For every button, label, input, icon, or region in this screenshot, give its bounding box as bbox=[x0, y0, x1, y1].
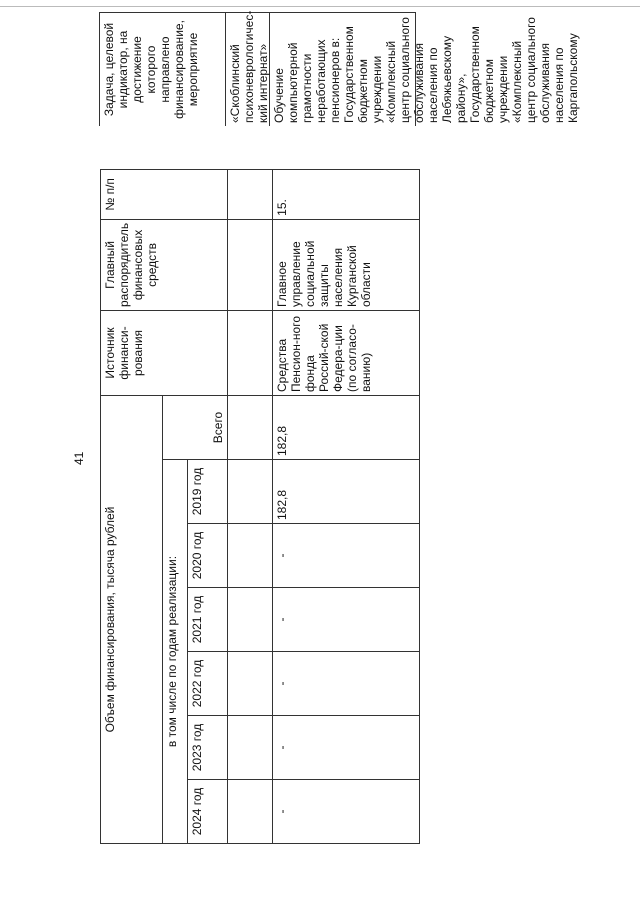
header-year-2023: 2023 год bbox=[188, 716, 228, 780]
cell-year-2019 bbox=[228, 460, 273, 524]
cell-year-2023 bbox=[228, 716, 273, 780]
cell-manager bbox=[228, 219, 273, 310]
cell-year-2024: - bbox=[273, 780, 420, 844]
cell-manager: Главное управление социальной защиты населения Курганской области bbox=[273, 219, 420, 310]
cell-task: Обучение компьютерной грамотности неработающих пенсионеров в: Государственном бюджетном учреждении «Комплексный центр социального обслуживания населения по Лебяжьевскому району», Государственном бюджетном учреждении «Комплексный центр социального обслуживания населения по Каргапольскому bbox=[269, 12, 416, 126]
header-manager: Главный распорядитель финансовых средств bbox=[101, 219, 228, 310]
cell-num bbox=[228, 169, 273, 219]
header-year-2020: 2020 год bbox=[188, 524, 228, 588]
financing-table bbox=[100, 169, 420, 844]
cell-year-2022 bbox=[228, 652, 273, 716]
cell-num: 15. bbox=[273, 169, 420, 219]
cell-year-2020: - bbox=[273, 524, 420, 588]
cell-year-2022: - bbox=[273, 652, 420, 716]
cell-source: Средства Пенсион-ного фонда Россий-ской Федера-ции (по согласо-ванию) bbox=[273, 311, 420, 396]
header-num: № п/п bbox=[101, 169, 228, 219]
cell-task: «Скоблинский психоневрологичес-кий интернат» bbox=[225, 12, 270, 126]
header-source: Источник финанси-рования bbox=[101, 311, 228, 396]
header-total: Всего bbox=[163, 396, 228, 460]
cell-total: 182,8 bbox=[273, 396, 420, 460]
task-column bbox=[100, 10, 580, 126]
table-row bbox=[228, 169, 273, 843]
table-row bbox=[273, 169, 420, 843]
cell-year-2020 bbox=[228, 524, 273, 588]
cell-year-2023: - bbox=[273, 716, 420, 780]
header-year-2024: 2024 год bbox=[188, 780, 228, 844]
cell-year-2021: - bbox=[273, 588, 420, 652]
header-by-years: в том числе по годам реализации: bbox=[163, 460, 188, 844]
header-year-2021: 2021 год bbox=[188, 588, 228, 652]
cell-source bbox=[228, 311, 273, 396]
page-number: 41 bbox=[72, 451, 86, 465]
header-volume: Объем финансирования, тысяча рублей bbox=[101, 396, 163, 844]
cell-year-2024 bbox=[228, 780, 273, 844]
header-row-1 bbox=[101, 169, 163, 843]
header-year-2022: 2022 год bbox=[188, 652, 228, 716]
header-year-2019: 2019 год bbox=[188, 460, 228, 524]
cell-year-2019: 182,8 bbox=[273, 460, 420, 524]
header-task: Задача, целевой индикатор, на достижение которого направлено финансирование, мероприятие bbox=[99, 12, 226, 126]
cell-year-2021 bbox=[228, 588, 273, 652]
cell-total bbox=[228, 396, 273, 460]
